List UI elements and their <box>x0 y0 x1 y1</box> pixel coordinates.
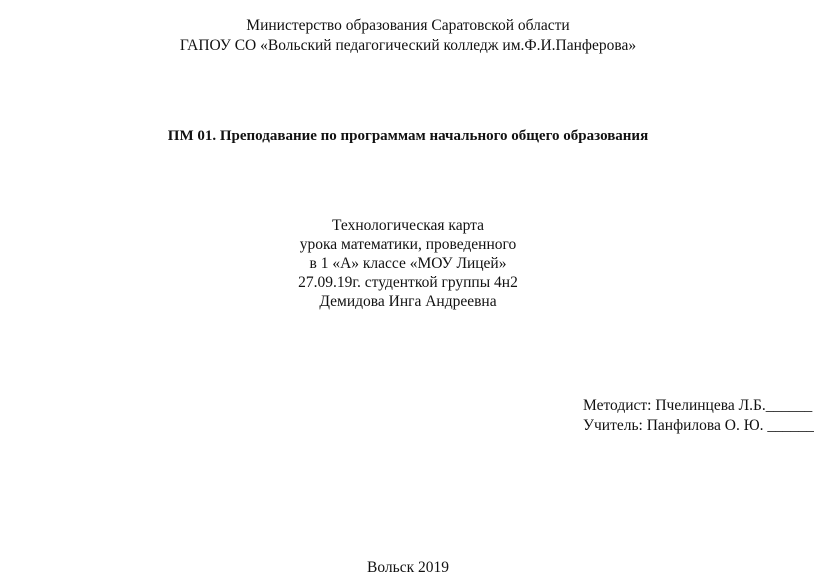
college-header: ГАПОУ СО «Вольский педагогический колледж им.Ф.И.Панферова» <box>179 37 637 54</box>
date-group: 27.09.19г. студенткой группы 4н2 <box>298 274 518 291</box>
document-type: Технологическая карта <box>332 217 484 234</box>
teacher-signature-line: Учитель: Панфилова О. Ю. ______ <box>583 417 814 434</box>
student-name: Демидова Инга Андреевна <box>319 293 497 310</box>
module-title: ПМ 01. Преподавание по программам начального общего образования <box>167 128 649 144</box>
document-info-block <box>0 216 816 311</box>
ministry-header: Министерство образования Саратовской области <box>246 17 570 34</box>
methodist-signature-line: Методист: Пчелинцева Л.Б.______ <box>583 397 813 414</box>
city-year-footer: Вольск 2019 <box>367 559 449 576</box>
class-school: в 1 «А» классе «МОУ Лицей» <box>309 255 507 272</box>
lesson-subject: урока математики, проведенного <box>299 236 517 253</box>
